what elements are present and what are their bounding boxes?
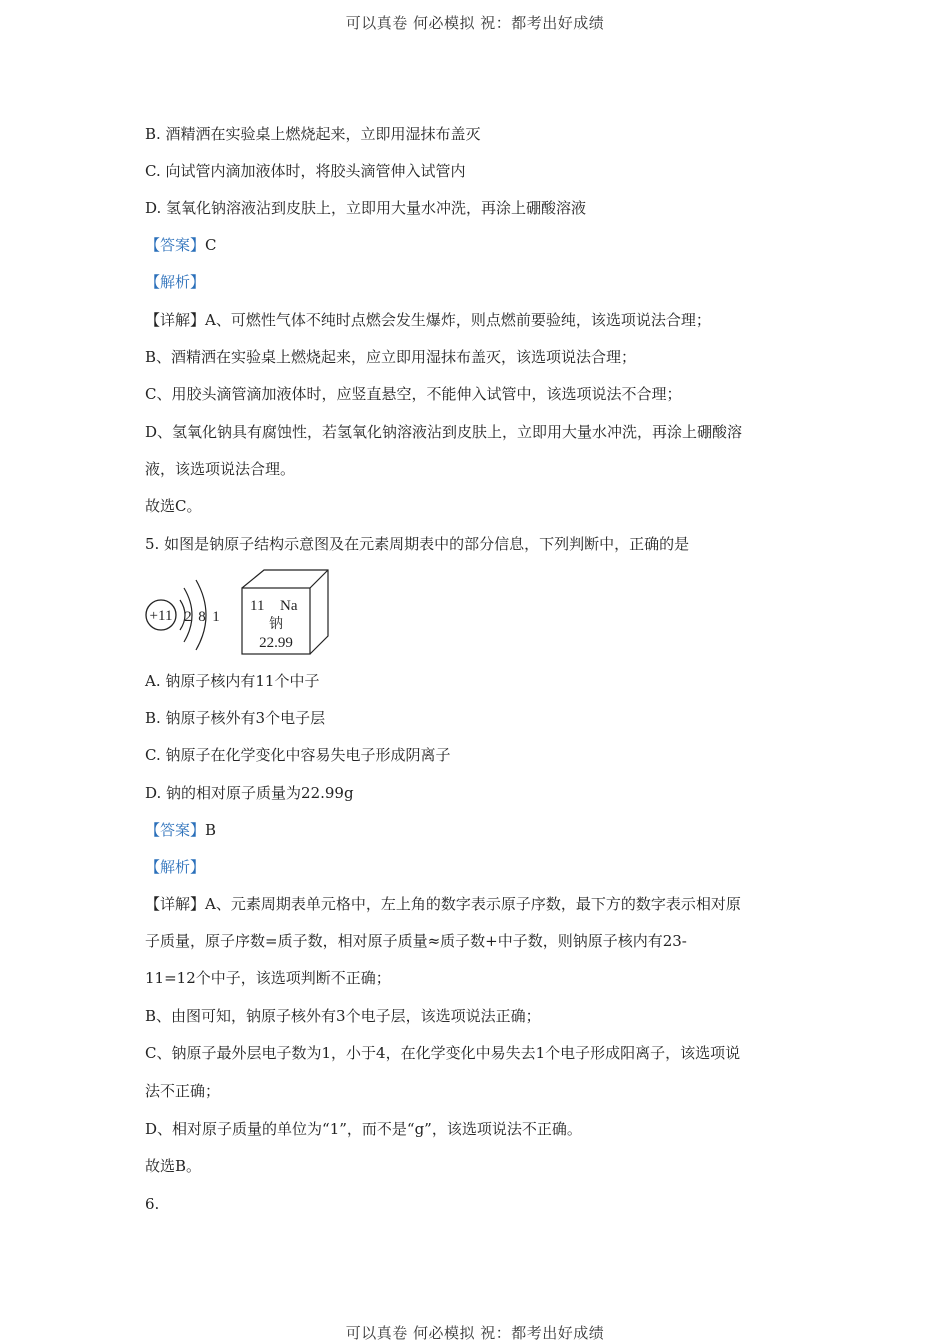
text-line [145,384,815,404]
line-text: D、氢氧化钠具有腐蚀性，若氢氧化钠溶液沾到皮肤上，立即用大量水冲洗，再涂上硼酸溶 [145,423,743,441]
line-text: C. 钠原子在化学变化中容易失电子形成阴离子 [145,746,451,764]
line-text: 【详解】A、元素周期表单元格中，左上角的数字表示原子序数，最下方的数字表示相对原 [145,895,741,913]
section-tag: 【解析】 [145,273,206,291]
text-line [145,496,815,516]
section-label-line [145,857,815,877]
line-text: D. 氢氧化钠溶液沾到皮肤上，立即用大量水冲洗，再涂上硼酸溶液 [145,199,587,217]
shell-electrons-1: 2 [184,609,192,625]
text-line [145,422,815,442]
text-line [145,894,815,914]
text-line [145,459,815,479]
line-text: A. 钠原子核内有11个中子 [145,672,320,690]
text-line [145,310,815,330]
page-footer: 可以真卷 何必模拟 祝：都考出好成绩 [345,1324,605,1342]
sodium-diagram-svg [140,566,340,661]
text-line [145,347,815,367]
line-text: B、由图可知，钠原子核外有3个电子层，该选项说法正确； [145,1007,541,1025]
text-line [145,534,815,554]
line-text: 子质量，原子序数=质子数，相对原子质量≈质子数+中子数，则钠原子核内有23- [145,932,687,950]
text-line [145,124,815,144]
section-label-line [145,820,815,840]
atomic-number: 11 [250,598,265,614]
text-line [145,968,815,988]
text-line [145,1119,815,1139]
line-text: D. 钠的相对原子质量为22.99g [145,784,354,802]
section-tag: 【答案】 [145,236,206,254]
line-text: B、酒精洒在实验桌上燃烧起来，应立即用湿抹布盖灭，该选项说法合理； [145,348,637,366]
section-tag: 【答案】 [145,821,206,839]
page-header: 可以真卷 何必模拟 祝：都考出好成绩 [345,14,605,32]
line-text: 【详解】A、可燃性气体不纯时点燃会发生爆炸，则点燃前要验纯，该选项说法合理； [145,311,711,329]
line-text: 11=12个中子，该选项判断不正确； [145,969,391,987]
line-text: B [205,821,217,839]
line-text: 5. 如图是钠原子结构示意图及在元素周期表中的部分信息，下列判断中，正确的是 [145,535,690,553]
line-text: B. 酒精洒在实验桌上燃烧起来，立即用湿抹布盖灭 [145,125,481,143]
text-line [145,1043,815,1063]
line-text: C、钠原子最外层电子数为1，小于4，在化学变化中易失去1个电子形成阳离子，该选项说 [145,1044,741,1062]
element-name: 钠 [269,616,283,632]
section-label-line [145,235,815,255]
section-label-line [145,272,815,292]
text-line [145,161,815,181]
line-text: 法不正确； [145,1082,221,1100]
text-line [145,931,815,951]
line-text: D、相对原子质量的单位为“1”，而不是“g”，该选项说法不正确。 [145,1120,582,1138]
line-text: C [205,236,217,254]
line-text: 6. [145,1195,160,1213]
text-line [145,1194,815,1214]
line-text: 故选B。 [145,1157,202,1175]
text-line [145,783,815,803]
sodium-figure [140,566,340,661]
line-text: C、用胶头滴管滴加液体时，应竖直悬空，不能伸入试管中，该选项说法不合理； [145,385,682,403]
text-line [145,198,815,218]
text-line [145,1081,815,1101]
element-symbol: Na [280,598,298,614]
atomic-mass: 22.99 [259,635,293,651]
text-line [145,745,815,765]
shell-electrons-3: 1 [212,609,220,625]
text-line [145,1156,815,1176]
line-text: C. 向试管内滴加液体时，将胶头滴管伸入试管内 [145,162,466,180]
text-line [145,708,815,728]
line-text: 故选C。 [145,497,202,515]
line-text: 液，该选项说法合理。 [145,460,296,478]
nucleus-charge: +11 [149,608,173,624]
line-text: B. 钠原子核外有3个电子层 [145,709,326,727]
text-line [145,671,815,691]
shell-electrons-2: 8 [198,609,206,625]
section-tag: 【解析】 [145,858,206,876]
text-line [145,1006,815,1026]
